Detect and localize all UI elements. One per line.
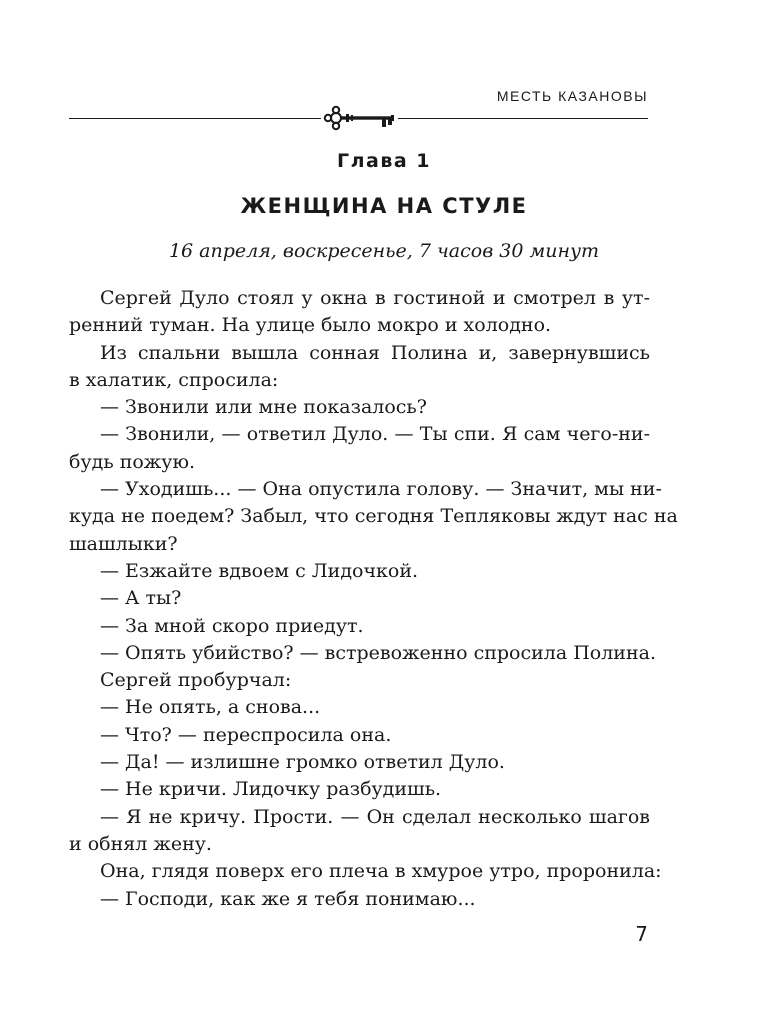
text-line: Сергей пробурчал:	[100, 669, 292, 692]
text-line: — Да! — излишне громко ответил Дуло.	[100, 751, 505, 774]
text-line: — Уходишь... — Она опустила голову. — Значит, мы ни-	[100, 478, 662, 501]
chapter-label: Глава 1	[336, 150, 432, 172]
text-line: шашлыки?	[69, 532, 178, 555]
text-line: — Я не кричу. Прости. — Он сделал несколько шагов	[100, 805, 650, 828]
header-rule-right	[398, 118, 648, 119]
chapter-title: ЖЕНЩИНА НА СТУЛЕ	[240, 194, 528, 218]
text-line: — Звонили, — ответил Дуло. — Ты спи. Я сам чего-ни-	[100, 423, 650, 446]
body-text	[69, 285, 678, 913]
text-line: — Господи, как же я тебя понимаю...	[100, 887, 476, 910]
text-line: — А ты?	[100, 587, 182, 610]
text-line: — Звонили или мне показалось?	[100, 396, 427, 419]
text-line: Из спальни вышла сонная Полина и, завернувшись	[100, 341, 650, 364]
text-line: — Езжайте вдвоем с Лидочкой.	[100, 559, 419, 582]
header-rule-left	[69, 118, 321, 119]
text-line: — За мной скоро приедут.	[100, 614, 364, 637]
running-head: МЕСТЬ КАЗАНОВЫ	[496, 88, 648, 104]
text-line: в халатик, спросила:	[69, 368, 279, 391]
text-line: — Не опять, а снова...	[100, 696, 321, 719]
text-line: Сергей Дуло стоял у окна в гостиной и смотрел в ут-	[100, 287, 650, 309]
text-line: будь пожую.	[69, 450, 196, 473]
page-number: 7	[635, 922, 648, 946]
text-line: куда не поедем? Забыл, что сегодня Тепляковы ждут нас на	[69, 505, 678, 528]
text-line: — Опять убийство? — встревоженно спросила Полина.	[100, 641, 657, 664]
key-icon	[320, 104, 400, 132]
text-line: и обнял жену.	[69, 832, 212, 855]
text-line: Она, глядя поверх его плеча в хмурое утро, проронила:	[100, 860, 662, 883]
text-line: — Не кричи. Лидочку разбудишь.	[100, 778, 442, 801]
text-line: ренний туман. На улице было мокро и холодно.	[69, 314, 552, 337]
dateline: 16 апреля, воскресенье, 7 часов 30 минут	[168, 240, 600, 262]
text-line: — Что? — переспросила она.	[100, 723, 392, 746]
